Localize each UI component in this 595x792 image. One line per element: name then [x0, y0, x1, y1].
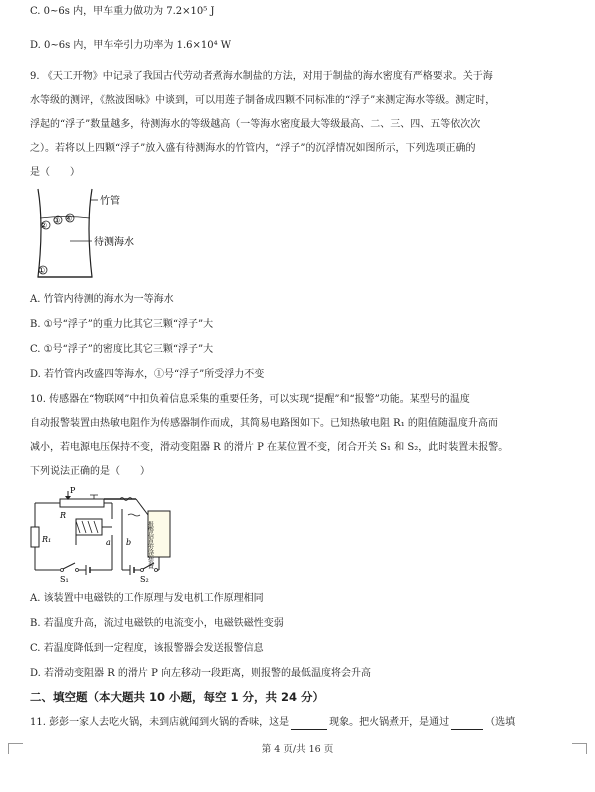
section-title: 二、填空题（本大题共 10 小题，每空 1 分，共 24 分）: [30, 690, 325, 704]
label-s2: S₂: [140, 575, 149, 584]
q9-option-d: D. 若竹管内改盛四等海水，①号“浮子”所受浮力不变: [30, 369, 265, 380]
device-label: 报警信息发送装置: [146, 521, 154, 569]
float-label-3: ③: [53, 216, 61, 225]
q11-text-1: 11. 彭彭一家人去吃火锅，未到店就闻到火锅的香味，这是: [30, 717, 290, 728]
q10-option-d: D. 若滑动变阻器 R 的滑片 P 向左移动一段距离，则报警的最低温度将会升高: [30, 668, 371, 679]
water-label: 待测海水: [94, 237, 134, 248]
answer-blank-1[interactable]: [291, 719, 327, 730]
label-a: a: [106, 538, 111, 547]
tube-label: 竹管: [100, 196, 120, 207]
label-s1: S₁: [60, 575, 69, 584]
option-c-q8: C. 0~6s 内，甲车重力做功为 7.2×10⁵ J: [30, 6, 215, 17]
q9-stem-line5: 是（ ）: [30, 167, 80, 178]
alarm-circuit-figure: [30, 485, 200, 585]
label-r1: R₁: [42, 535, 52, 544]
q11-line: [30, 716, 515, 730]
bamboo-tube-figure: [30, 185, 190, 285]
label-b: b: [126, 538, 132, 547]
float-label-4: ④: [65, 214, 73, 223]
q10-option-c: C. 若温度降低到一定程度，该报警器会发送报警信息: [30, 643, 264, 654]
q9-stem-line1: 9. 《天工开物》中记录了我国古代劳动者煮海水制盐的方法，对用于制盐的海水密度有严格要求。关于海: [30, 71, 493, 82]
page-footer: 第 4 页/共 16 页: [261, 744, 334, 755]
q9-stem-line2: 水等级的测评，《熬波图咏》中谈到，可以用莲子制备成四颗不同标准的“浮子”来测定海水等级。测定时，: [30, 95, 496, 106]
float-label-2: ②: [40, 221, 48, 230]
q10-option-a: A. 该装置中电磁铁的工作原理与发电机工作原理相同: [30, 593, 264, 604]
q10-stem-line3: 减小，若电源电压保持不变，滑动变阻器 R 的滑片 P 在某位置不变，闭合开关 S₁ 和 S₂，此时装置未报警。: [30, 442, 509, 453]
q9-option-c: C. ①号“浮子”的密度比其它三颗“浮子”大: [30, 344, 214, 355]
q9-stem-line4: 之）。若将以上四颗“浮子”放入盛有待测海水的竹管内，“浮子”的沉浮情况如图所示，下列选项正确的: [30, 143, 476, 154]
label-r: R: [60, 511, 67, 520]
q9-stem-line3: 浮起的“浮子”数量越多，待测海水的等级越高（一等海水密度最大等级最高、二、三、四、五等依次次: [30, 119, 481, 130]
label-p: P: [70, 486, 76, 495]
q11-text-2: 现象。把火锅煮开，是通过: [329, 717, 450, 728]
q9-option-a: A. 竹管内待测的海水为一等海水: [30, 294, 174, 305]
option-d-q8: D. 0~6s 内，甲车牵引力功率为 1.6×10⁴ W: [30, 40, 232, 51]
q10-stem-line4: 下列说法正确的是（ ）: [30, 466, 150, 477]
answer-blank-2[interactable]: [451, 719, 483, 730]
q9-option-b: B. ①号“浮子”的重力比其它三颗“浮子”大: [30, 319, 214, 330]
float-label-1: ①: [38, 266, 46, 275]
q11-text-3: （选填: [485, 717, 516, 728]
q10-option-b: B. 若温度升高，流过电磁铁的电流变小，电磁铁磁性变弱: [30, 618, 284, 629]
q10-stem-line2: 自动报警装置由热敏电阻作为传感器制作而成，其简易电路图如下。已知热敏电阻 R₁ 的阻值随温度升高而: [30, 418, 498, 429]
q10-stem-line1: 10. 传感器在“物联网”中扣负着信息采集的重要任务，可以实现“提醒”和“报警”功能。某型号的温度: [30, 394, 470, 405]
